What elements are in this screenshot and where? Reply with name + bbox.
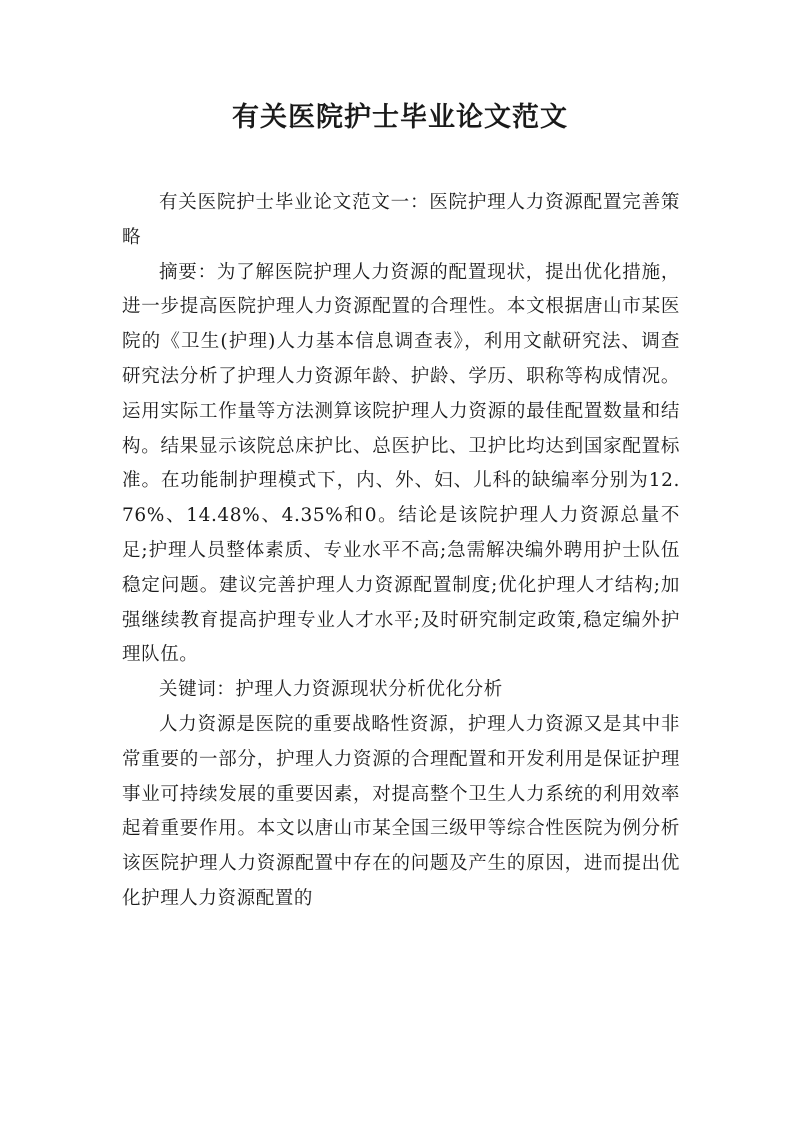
document-body <box>122 186 680 917</box>
document-title: 有关医院护士毕业论文范文 <box>232 102 568 133</box>
body-paragraph: 人力资源是医院的重要战略性资源，护理人力资源又是其中非常重要的一部分，护理人力资源的合理配置和开发利用是保证护理事业可持续发展的重要因素，对提高整个卫生人力系统的利用效率起着重要作用。本文以唐山市某全国三级甲等综合性医院为例分析该医院护理人力资源配置中存在的问题及产生的原因，进而提出优化护理人力资源配置的 <box>122 713 680 909</box>
keywords-paragraph: 关键词：护理人力资源现状分析优化分析 <box>159 679 503 701</box>
abstract-paragraph: 摘要：为了解医院护理人力资源的配置现状，提出优化措施，进一步提高医院护理人力资源配置的合理性。本文根据唐山市某医院的《卫生(护理)人力基本信息调查表》，利用文献研究法、调查研究法分析了护理人力资源年龄、护龄、学历、职称等构成情况。运用实际工作量等方法测算该院护理人力资源的最佳配置数量和结构。结果显示该院总床护比、总医护比、卫护比均达到国家配置标准。在功能制护理模式下，内、外、妇、儿科的缺编率分别为12.76%、14.48%、4.35%和0。结论是该院护理人力资源总量不足;护理人员整体素质、专业水平不高;急需解决编外聘用护士队伍稳定问题。建议完善护理人力资源配置制度;优化护理人才结构;加强继续教育提高护理专业人才水平;及时研究制定政策,稳定编外护理队伍。 <box>122 261 680 666</box>
section-heading-paragraph: 有关医院护士毕业论文范文一：医院护理人力资源配置完善策略 <box>122 192 680 248</box>
